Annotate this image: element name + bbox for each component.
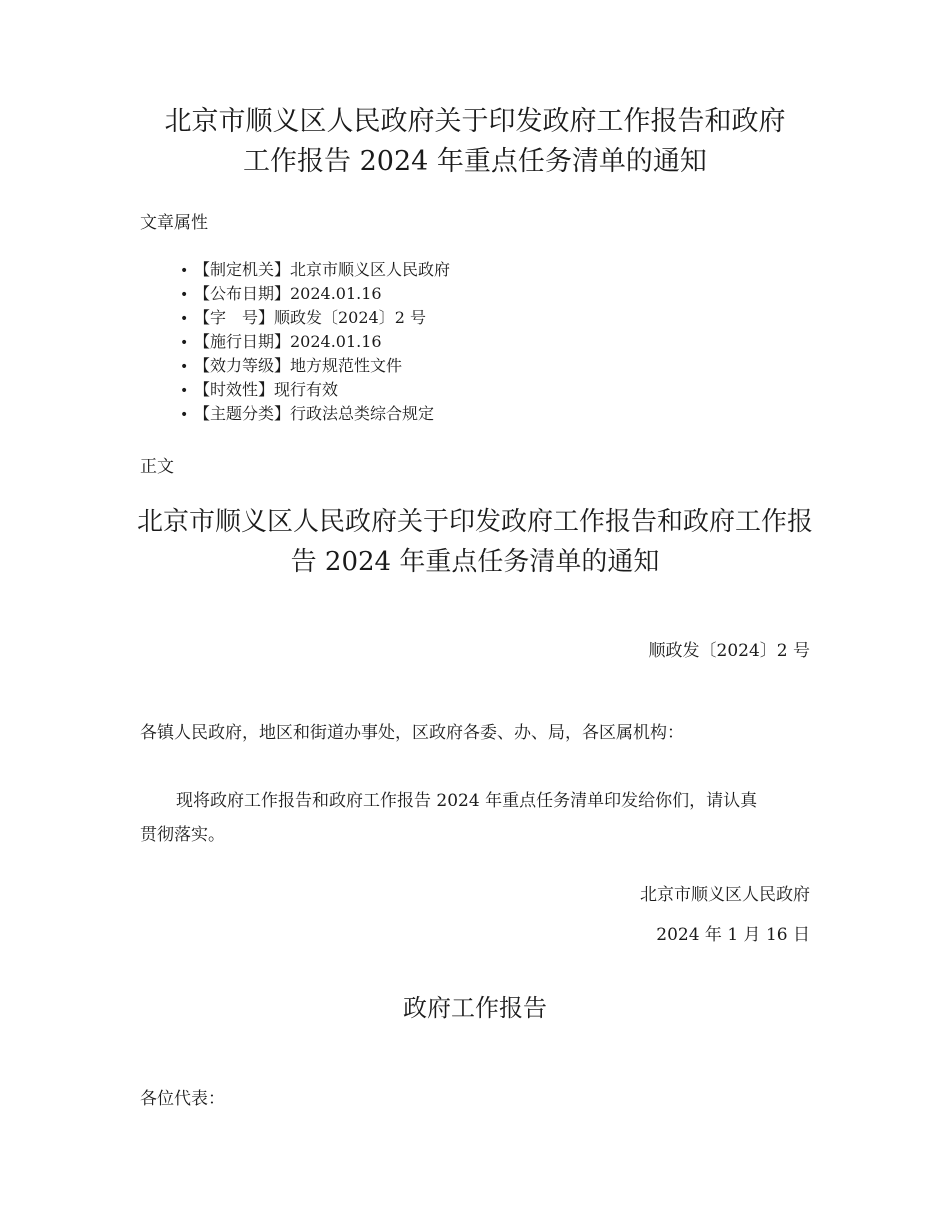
attribute-item <box>180 378 450 402</box>
bullet-icon: • <box>180 311 189 327</box>
paragraph-line-2: 贯彻落实。 <box>140 825 225 845</box>
attribute-text: 【施行日期】2024.01.16 <box>194 332 382 351</box>
attribute-text: 【主题分类】行政法总类综合规定 <box>194 404 435 423</box>
attribute-text: 【时效性】现行有效 <box>194 380 339 399</box>
bullet-icon: • <box>180 335 189 351</box>
report-salutation: 各位代表： <box>140 1089 225 1109</box>
addressee: 各镇人民政府，地区和街道办事处，区政府各委、办、局，各区属机构： <box>140 723 684 743</box>
attribute-text: 【制定机关】北京市顺义区人民政府 <box>194 260 451 279</box>
notice-title-line-2: 告 2024 年重点任务清单的通知 <box>290 547 660 577</box>
issuer-signature: 北京市顺义区人民政府 <box>640 885 810 905</box>
attribute-item <box>180 282 450 306</box>
attribute-item <box>180 354 450 378</box>
attribute-item <box>180 330 450 354</box>
attribute-item <box>180 402 450 426</box>
bullet-icon: • <box>180 287 189 303</box>
report-title: 政府工作报告 <box>403 994 547 1022</box>
attributes-list <box>180 258 450 426</box>
document-title-line-1: 北京市顺义区人民政府关于印发政府工作报告和政府 <box>164 106 786 137</box>
document-number: 顺政发〔2024〕2 号 <box>648 641 810 661</box>
attribute-item <box>180 306 450 330</box>
attribute-text: 【公布日期】2024.01.16 <box>194 284 382 303</box>
notice-title-line-1: 北京市顺义区人民政府关于印发政府工作报告和政府工作报 <box>136 507 813 537</box>
bullet-icon: • <box>180 383 189 399</box>
body-heading: 正文 <box>140 457 174 477</box>
bullet-icon: • <box>180 359 189 375</box>
paragraph-line-1: 现将政府工作报告和政府工作报告 2024 年重点任务清单印发给你们，请认真 <box>176 791 758 811</box>
attribute-item <box>180 258 450 282</box>
attribute-text: 【字 号】顺政发〔2024〕2 号 <box>194 308 426 327</box>
bullet-icon: • <box>180 407 189 423</box>
attribute-text: 【效力等级】地方规范性文件 <box>194 356 403 375</box>
bullet-icon: • <box>180 263 189 279</box>
attributes-heading: 文章属性 <box>140 213 208 233</box>
document-title-line-2: 工作报告 2024 年重点任务清单的通知 <box>243 146 707 177</box>
issue-date: 2024 年 1 月 16 日 <box>656 925 810 945</box>
